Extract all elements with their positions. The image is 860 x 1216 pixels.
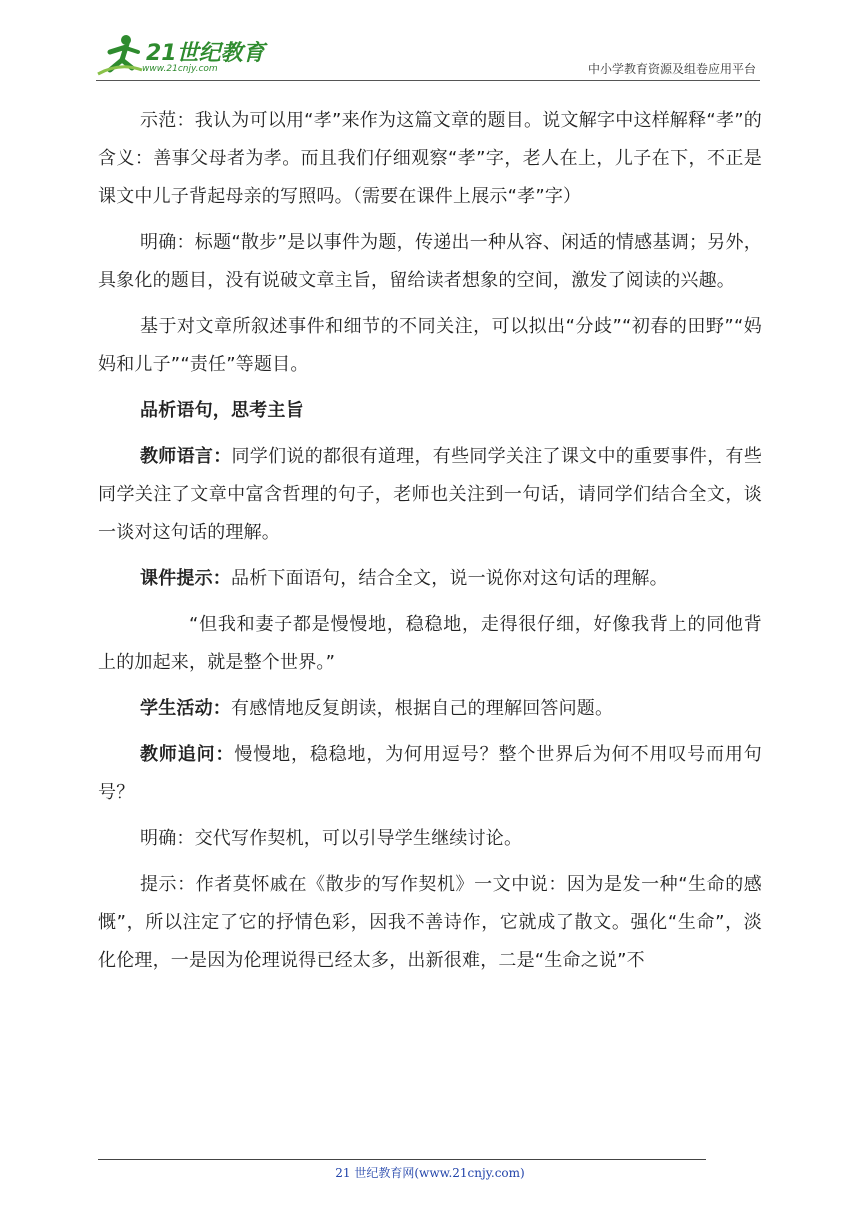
lead-label: 教师语言： xyxy=(140,446,232,467)
page-header xyxy=(96,30,760,82)
lead-label: 课件提示： xyxy=(140,568,231,589)
paragraph-teacher-followup xyxy=(98,736,762,812)
lead-label: 学生活动： xyxy=(140,698,231,719)
site-logo[interactable] xyxy=(96,30,266,78)
header-divider xyxy=(96,80,760,81)
section-heading: 品析语句，思考主旨 xyxy=(140,400,304,421)
paragraph-teacher-language xyxy=(98,438,762,552)
page-footer[interactable]: 21 世纪教育网(www.21cnjy.com) xyxy=(335,1166,525,1180)
paragraph-courseware-hint xyxy=(98,560,762,598)
paragraph-text: 品析下面语句，结合全文，说一说你对这句话的理解。 xyxy=(231,568,668,589)
logo-text: 21世纪教育 xyxy=(146,41,265,66)
paragraph-clarify-title: 明确：标题“散步”是以事件为题，传递出一种从容、闲适的情感基调；另外，具象化的题目，没有说破文章主旨，留给读者想象的空间，激发了阅读的兴趣。 xyxy=(98,232,762,291)
lead-label: 教师追问： xyxy=(140,744,235,765)
quoted-sentence: “但我和妻子都是慢慢地，稳稳地，走得很仔细，好像我背上的同他背上的加起来，就是整个世界。” xyxy=(98,614,762,673)
paragraph-clarify-occasion: 明确：交代写作契机，可以引导学生继续讨论。 xyxy=(140,828,523,849)
footer-divider xyxy=(98,1159,706,1160)
header-tagline: 中小学教育资源及组卷应用平台 xyxy=(587,62,756,76)
paragraph-student-activity xyxy=(98,690,762,728)
paragraph-alternate-titles: 基于对文章所叙述事件和细节的不同关注，可以拟出“分歧”“初春的田野”“妈妈和儿子”“责任”等题目。 xyxy=(98,316,762,375)
paragraph-text: 有感情地反复朗读，根据自己的理解回答问题。 xyxy=(231,698,614,719)
paragraph-hint: 提示：作者莫怀戚在《散步的写作契机》一文中说：因为是发一种“生命的感慨”，所以注定了它的抒情色彩，因我不善诗作，它就成了散文。强化“生命”，淡化伦理，一是因为伦理说得已经太多，出新很难，二是“生命之说”不 xyxy=(98,874,762,971)
paragraph-example: 示范：我认为可以用“孝”来作为这篇文章的题目。说文解字中这样解释“孝”的含义：善事父母者为孝。而且我们仔细观察“孝”字，老人在上，儿子在下，不正是课文中儿子背起母亲的写照吗。（需要在课件上展示“孝”字） xyxy=(98,110,762,207)
paragraph-text: 同学们说的都很有道理，有些同学关注了课文中的重要事件，有些同学关注了文章中富含哲理的句子，老师也关注到一句话，请同学们结合全文，谈一谈对这句话的理解。 xyxy=(98,446,763,543)
paragraph-text: 慢慢地，稳稳地，为何用逗号？整个世界后为何不用叹号而用句号？ xyxy=(98,744,762,803)
logo-url: www.21cnjy.com xyxy=(142,64,218,74)
running-figure-icon xyxy=(96,32,144,76)
document-body xyxy=(98,102,762,980)
